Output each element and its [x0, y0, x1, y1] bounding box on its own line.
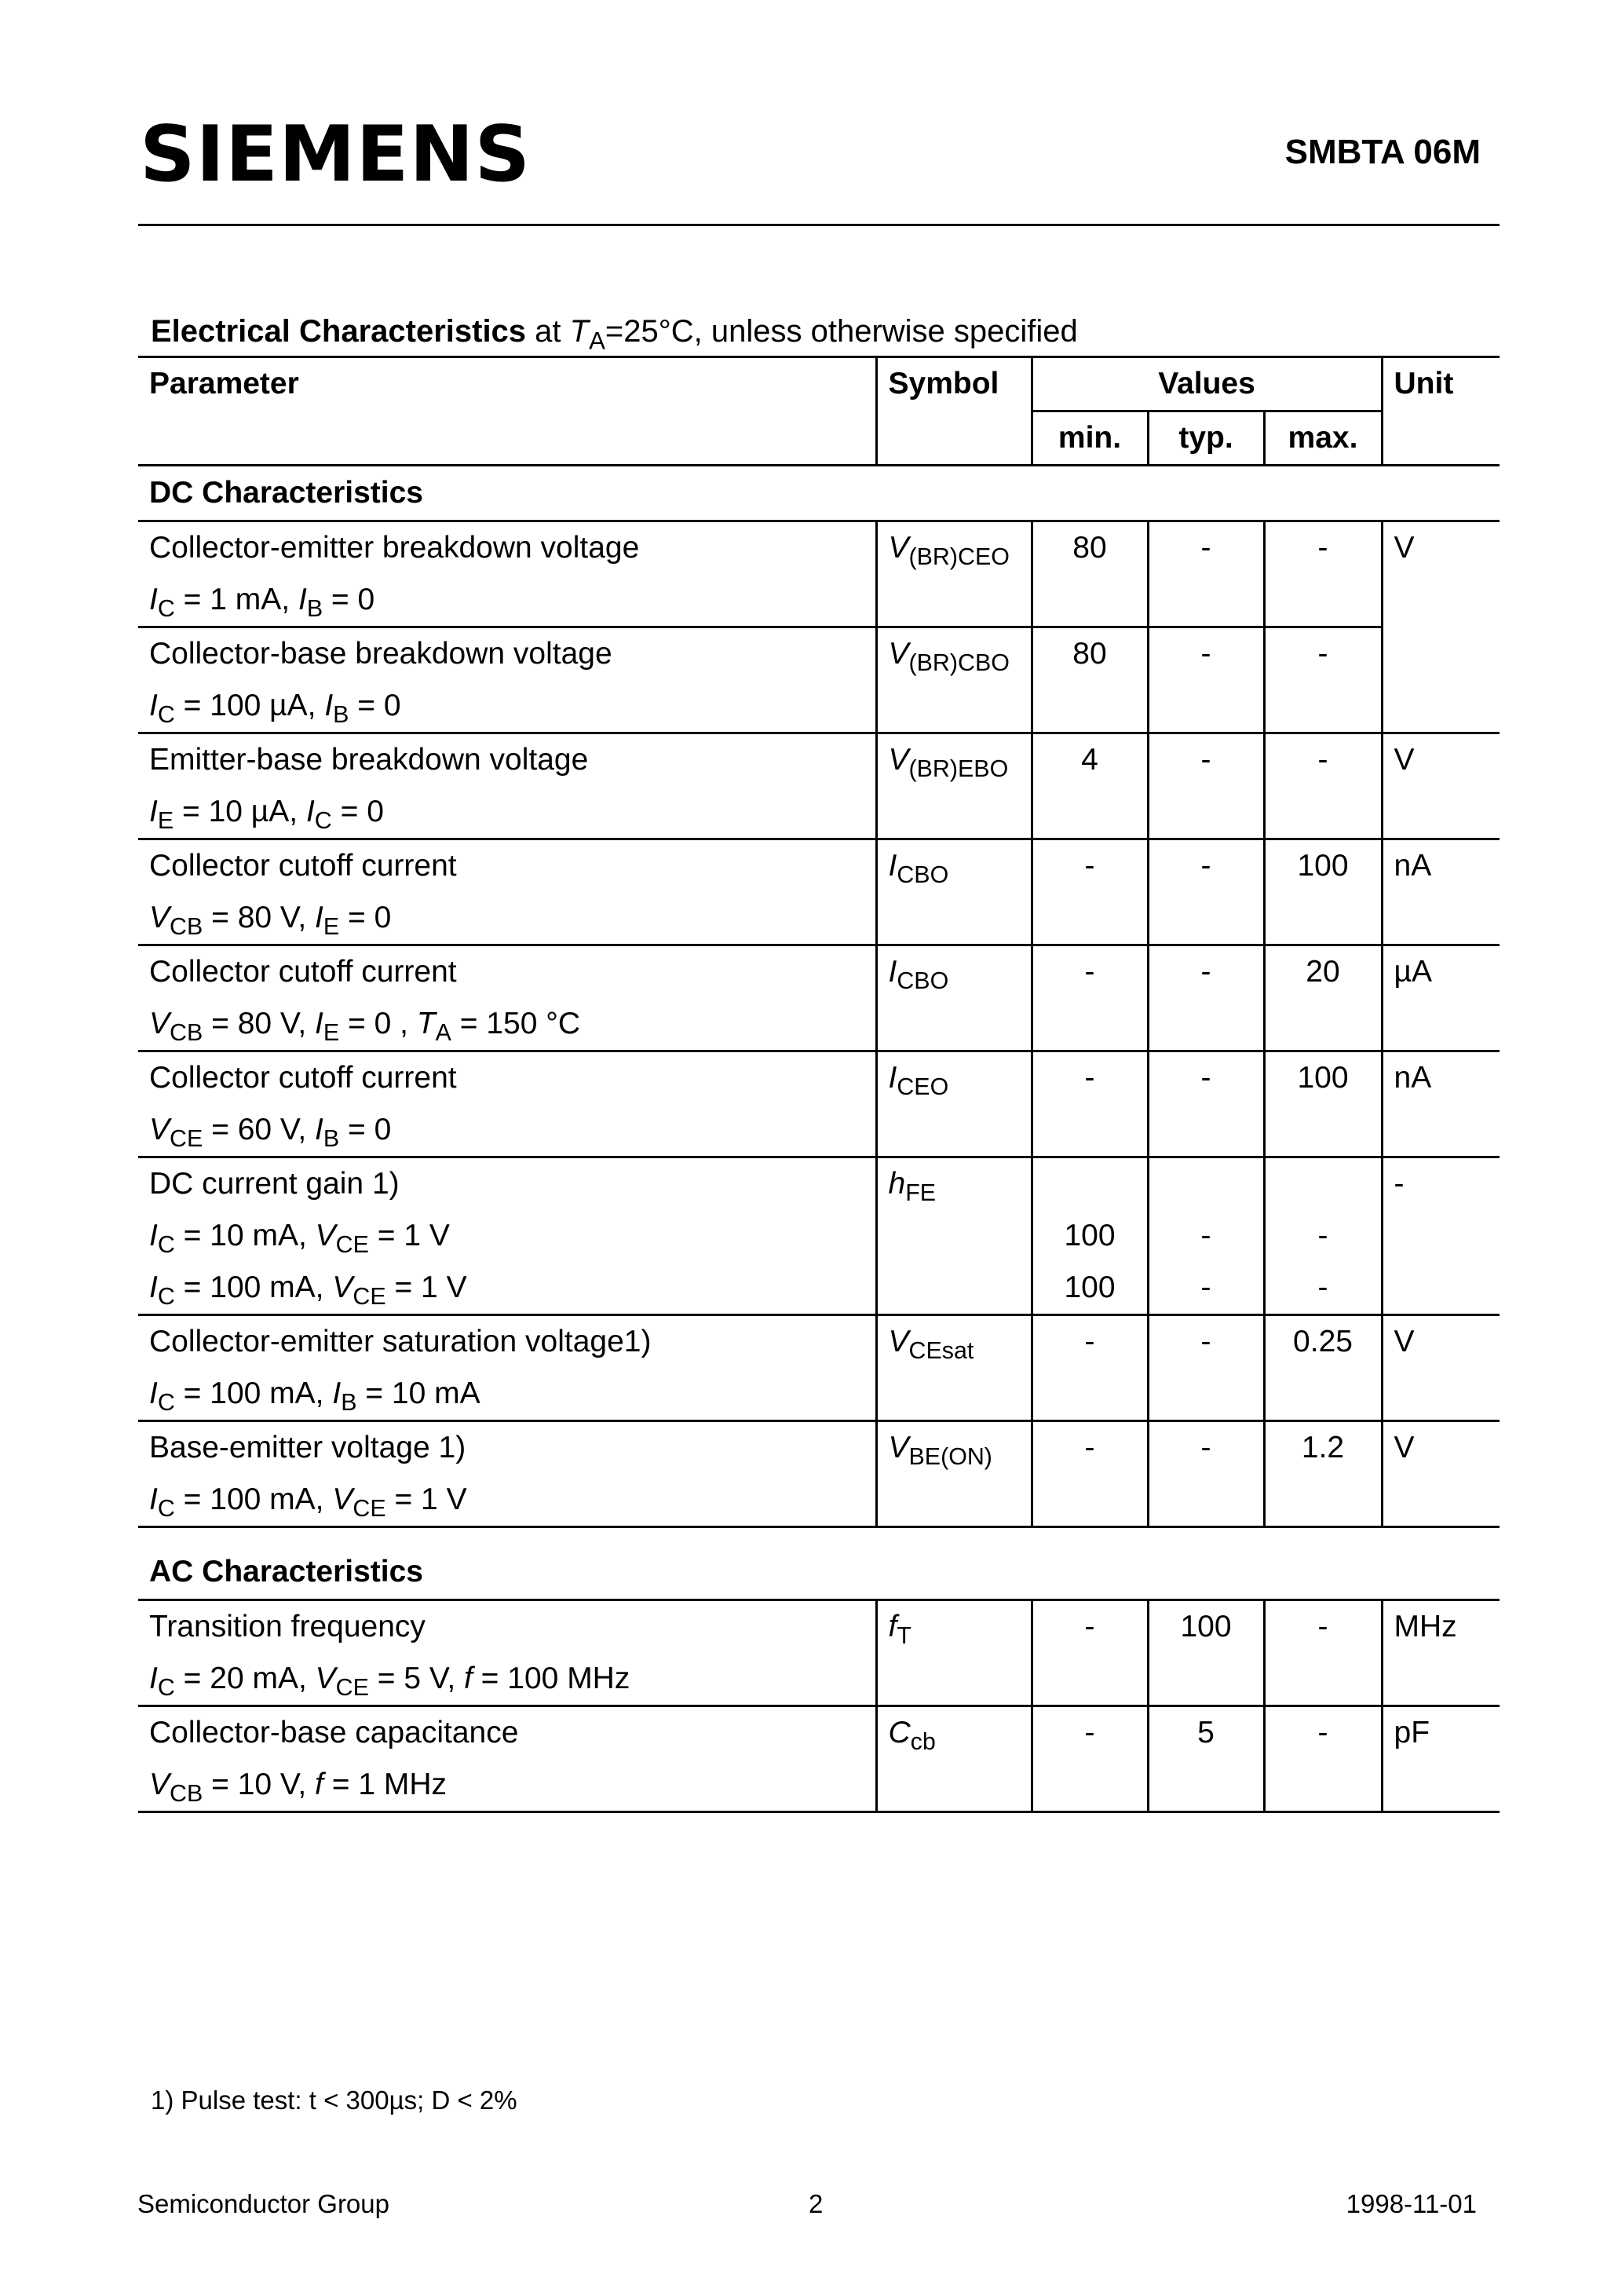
table-row — [138, 945, 1500, 1051]
symbol-cell: $C_{cb}$ — [876, 1706, 1032, 1812]
header-unit: Unit — [1382, 357, 1500, 466]
section-row-dc — [138, 466, 1500, 521]
section-title-dc: DC Characteristics — [138, 466, 1500, 521]
parameter-cell: Collector-emitter breakdown voltage $I_C = 1$ mA, $I_B = 0$ — [138, 521, 876, 627]
symbol-cell: $V_{(BR)EBO}$ — [876, 733, 1032, 839]
table-row — [138, 1157, 1500, 1315]
symbol-cell: $I_{CBO}$ — [876, 945, 1032, 1051]
parameter-cell: Collector-emitter saturation voltage1) $I_C = 100$ mA, $I_B = 10$ mA — [138, 1315, 876, 1421]
max-cell: 20 — [1264, 945, 1382, 1051]
footnote: 1) Pulse test: t < 300µs; D < 2% — [151, 2086, 517, 2115]
table-header-row — [138, 357, 1500, 411]
header-parameter: Parameter — [138, 357, 876, 466]
symbol-cell: $V_{BE(ON)}$ — [876, 1421, 1032, 1527]
max-cell: - — [1264, 733, 1382, 839]
section-spacer — [138, 1527, 1500, 1546]
table-row — [138, 1315, 1500, 1421]
header-values: Values — [1032, 357, 1382, 411]
min-cell: - — [1032, 1706, 1148, 1812]
min-cell: 100 100 — [1032, 1157, 1148, 1315]
parameter-cell: Collector cutoff current $V_{CB} = 80$ V, $I_E = 0$ , $T_A = 150$ °C — [138, 945, 876, 1051]
page-number: 2 — [809, 2189, 824, 2218]
table-row — [138, 733, 1500, 839]
unit-cell: µA — [1382, 945, 1500, 1051]
min-cell: - — [1032, 1421, 1148, 1527]
footer-date: 1998-11-01 — [1346, 2189, 1477, 2218]
symbol-cell: $I_{CEO}$ — [876, 1051, 1032, 1157]
electrical-characteristics-table — [138, 356, 1500, 1813]
table-row — [138, 839, 1500, 945]
typ-cell: 5 — [1148, 1706, 1264, 1812]
max-cell: - — [1264, 1706, 1382, 1812]
header-divider — [138, 224, 1500, 226]
max-cell: 100 — [1264, 839, 1382, 945]
unit-cell: V — [1382, 1421, 1500, 1527]
unit-cell: V — [1382, 733, 1500, 839]
parameter-cell: Transition frequency $I_C = 20$ mA, $V_{CE} = 5$ V, f = 100 MHz — [138, 1600, 876, 1706]
max-cell: - - — [1264, 1157, 1382, 1315]
header-typ: typ. — [1148, 411, 1264, 466]
min-cell: - — [1032, 1315, 1148, 1421]
unit-cell: MHz — [1382, 1600, 1500, 1706]
parameter-cell: Base-emitter voltage 1) $I_C = 100$ mA, $V_{CE} = 1$ V — [138, 1421, 876, 1527]
table-heading: Electrical Characteristics at $T_A=25^\circ C$, unless otherwise specified — [151, 314, 1078, 355]
max-cell: 0.25 — [1264, 1315, 1382, 1421]
unit-cell: pF — [1382, 1706, 1500, 1812]
parameter-cell: DC current gain 1) $I_C = 10$ mA, $V_{CE} = 1$ V $I_C = 100$ mA, $V_{CE} = 1$ V — [138, 1157, 876, 1315]
section-row-ac — [138, 1545, 1500, 1600]
typ-cell: - — [1148, 1051, 1264, 1157]
parameter-cell: Collector cutoff current $V_{CE} = 60$ V, $I_B = 0$ — [138, 1051, 876, 1157]
symbol-cell: $V_{(BR)CBO}$ — [876, 627, 1032, 733]
typ-cell: - — [1148, 945, 1264, 1051]
unit-cell: nA — [1382, 1051, 1500, 1157]
table-row — [138, 627, 1500, 733]
header-min: min. — [1032, 411, 1148, 466]
unit-cell: V — [1382, 521, 1500, 733]
min-cell: - — [1032, 1051, 1148, 1157]
min-cell: - — [1032, 945, 1148, 1051]
unit-cell: - — [1382, 1157, 1500, 1315]
symbol-cell: $V_{(BR)CEO}$ — [876, 521, 1032, 627]
section-title-ac: AC Characteristics — [138, 1545, 1500, 1600]
symbol-cell: $I_{CBO}$ — [876, 839, 1032, 945]
symbol-cell: $h_{FE}$ — [876, 1157, 1032, 1315]
header-max: max. — [1264, 411, 1382, 466]
min-cell: 80 — [1032, 521, 1148, 627]
unit-cell: nA — [1382, 839, 1500, 945]
typ-cell: - — [1148, 733, 1264, 839]
max-cell: 100 — [1264, 1051, 1382, 1157]
table-row — [138, 1051, 1500, 1157]
min-cell: 80 — [1032, 627, 1148, 733]
typ-cell: - - — [1148, 1157, 1264, 1315]
typ-cell: - — [1148, 521, 1264, 627]
part-number: SMBTA 06M — [1284, 133, 1481, 171]
typ-cell: 100 — [1148, 1600, 1264, 1706]
header-symbol: Symbol — [876, 357, 1032, 466]
max-cell: - — [1264, 1600, 1382, 1706]
parameter-cell: Collector cutoff current $V_{CB} = 80$ V, $I_E = 0$ — [138, 839, 876, 945]
typ-cell: - — [1148, 839, 1264, 945]
typ-cell: - — [1148, 627, 1264, 733]
parameter-cell: Emitter-base breakdown voltage $I_E = 10$ µA, $I_C = 0$ — [138, 733, 876, 839]
min-cell: - — [1032, 1600, 1148, 1706]
siemens-logo: SIEMENS — [140, 110, 532, 199]
max-cell: 1.2 — [1264, 1421, 1382, 1527]
max-cell: - — [1264, 521, 1382, 627]
table-row — [138, 521, 1500, 627]
max-cell: - — [1264, 627, 1382, 733]
min-cell: - — [1032, 839, 1148, 945]
symbol-cell: $V_{CEsat}$ — [876, 1315, 1032, 1421]
typ-cell: - — [1148, 1421, 1264, 1527]
table-row — [138, 1600, 1500, 1706]
table-row — [138, 1706, 1500, 1812]
min-cell: 4 — [1032, 733, 1148, 839]
parameter-cell: Collector-base capacitance $V_{CB} = 10$ V, f = 1 MHz — [138, 1706, 876, 1812]
unit-cell: V — [1382, 1315, 1500, 1421]
footer-company: Semiconductor Group — [137, 2189, 389, 2218]
table-row — [138, 1421, 1500, 1527]
parameter-cell: Collector-base breakdown voltage $I_C = 100$ µA, $I_B = 0$ — [138, 627, 876, 733]
typ-cell: - — [1148, 1315, 1264, 1421]
symbol-cell: $f_T$ — [876, 1600, 1032, 1706]
